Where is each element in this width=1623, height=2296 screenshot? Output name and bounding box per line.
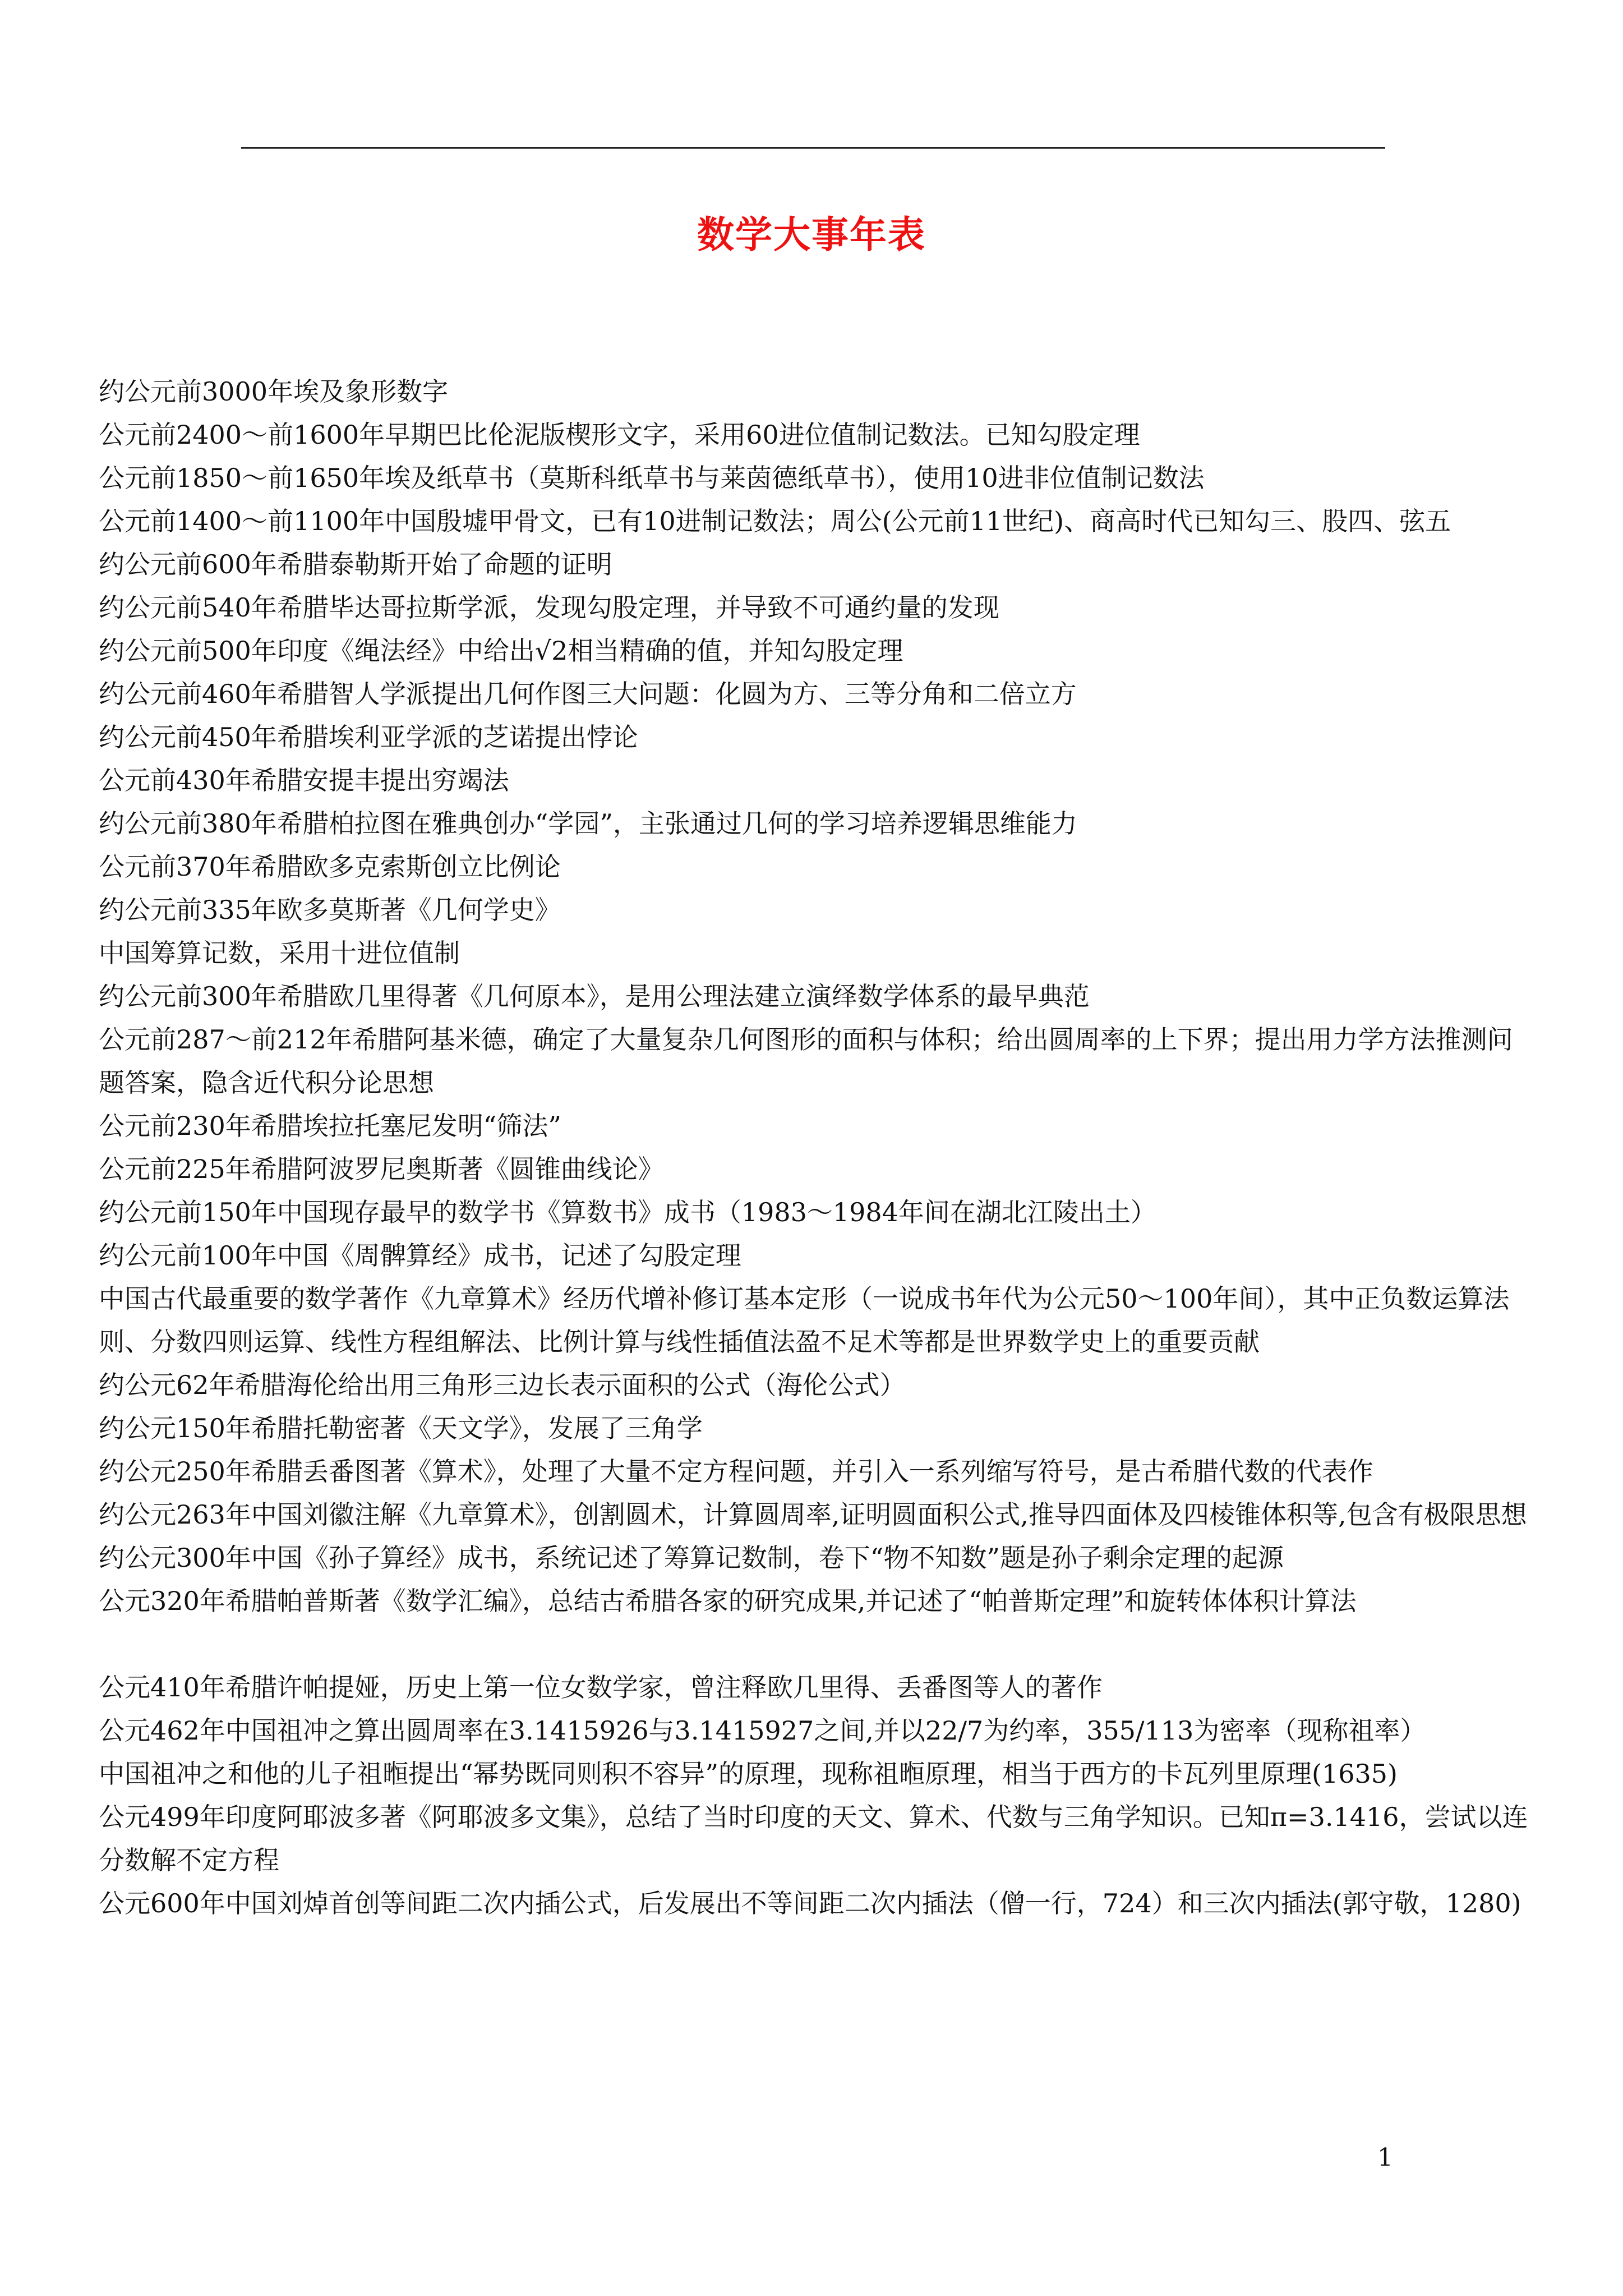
timeline-entry: 约公元前150年中国现存最早的数学书《算数书》成书（1983～1984年间在湖北江陵出土） — [99, 1197, 1156, 1227]
timeline-entry: 约公元前460年希腊智人学派提出几何作图三大问题：化圆为方、三等分角和二倍立方 — [99, 679, 1077, 709]
timeline-entry: 公元前230年希腊埃拉托塞尼发明“筛法” — [99, 1111, 561, 1141]
timeline-entry: 约公元300年中国《孙子算经》成书，系统记述了筹算记数制，卷下“物不知数”题是孙子剩余定理的起源 — [99, 1543, 1284, 1573]
timeline-entry: 约公元前100年中国《周髀算经》成书，记述了勾股定理 — [99, 1240, 741, 1271]
timeline-entry: 约公元263年中国刘徽注解《九章算术》，创割圆术，计算圆周率,证明圆面积公式,推导四面体及四棱锥体积等,包含有极限思想 — [99, 1499, 1527, 1530]
page-number: 1 — [1377, 2143, 1393, 2172]
timeline-entry: 公元前1850～前1650年埃及纸草书（莫斯科纸草书与莱茵德纸草书），使用10进非位值制记数法 — [99, 463, 1205, 493]
timeline-entry: 中国祖冲之和他的儿子祖暅提出“幂势既同则积不容异”的原理，现称祖暅原理，相当于西方的卡瓦列里原理(1635) — [99, 1759, 1398, 1789]
timeline-entry: 约公元前380年希腊柏拉图在雅典创办“学园”，主张通过几何的学习培养逻辑思维能力 — [99, 808, 1077, 839]
timeline-entry: 中国古代最重要的数学著作《九章算术》经历代增补修订基本定形（一说成书年代为公元50～100年间），其中正负数运算法则、分数四则运算、线性方程组解法、比例计算与线性插值法盈不足术等都是世界数学史上的重要贡献 — [99, 1283, 1510, 1357]
document-title: 数学大事年表 — [697, 213, 926, 256]
timeline-entry: 约公元250年希腊丢番图著《算术》，处理了大量不定方程问题，并引入一系列缩写符号，是古希腊代数的代表作 — [99, 1456, 1373, 1487]
timeline-entry: 约公元前3000年埃及象形数字 — [99, 376, 449, 407]
header-rule — [241, 147, 1385, 149]
timeline-entry: 公元320年希腊帕普斯著《数学汇编》，总结古希腊各家的研究成果,并记述了“帕普斯定理”和旋转体体积计算法 — [99, 1586, 1357, 1616]
timeline-entry: 公元499年印度阿耶波多著《阿耶波多文集》，总结了当时印度的天文、算术、代数与三角学知识。已知π=3.1416，尝试以连分数解不定方程 — [99, 1802, 1528, 1875]
timeline-entry: 公元前430年希腊安提丰提出穷竭法 — [99, 765, 509, 795]
timeline-entry: 约公元前540年希腊毕达哥拉斯学派，发现勾股定理，并导致不可通约量的发现 — [99, 592, 999, 623]
timeline-entry: 约公元前600年希腊泰勒斯开始了命题的证明 — [99, 549, 612, 579]
timeline-entry: 公元前1400～前1100年中国殷墟甲骨文，已有10进制记数法；周公(公元前11世纪)、商高时代已知勾三、股四、弦五 — [99, 506, 1451, 536]
timeline-entry: 约公元150年希腊托勒密著《天文学》，发展了三角学 — [99, 1413, 703, 1443]
timeline-entry: 公元前370年希腊欧多克索斯创立比例论 — [99, 852, 561, 882]
timeline-entry: 公元前287～前212年希腊阿基米德，确定了大量复杂几何图形的面积与体积；给出圆周率的上下界；提出用力学方法推测问题答案，隐含近代积分论思想 — [99, 1024, 1513, 1098]
timeline-entry: 公元410年希腊许帕提娅，历史上第一位女数学家，曾注释欧几里得、丢番图等人的著作 — [99, 1672, 1103, 1703]
timeline-entry: 中国筹算记数，采用十进位值制 — [99, 938, 460, 968]
timeline-entry: 公元600年中国刘焯首创等间距二次内插公式，后发展出不等间距二次内插法（僧一行，724）和三次内插法(郭守敬，1280) — [99, 1888, 1521, 1918]
timeline-entry: 约公元前335年欧多莫斯著《几何学史》 — [99, 895, 561, 925]
timeline-entry: 公元前2400～前1600年早期巴比伦泥版楔形文字，采用60进位值制记数法。已知勾股定理 — [99, 420, 1140, 450]
timeline-entry: 约公元前500年印度《绳法经》中给出√2相当精确的值，并知勾股定理 — [99, 636, 903, 666]
timeline-entry: 约公元前450年希腊埃利亚学派的芝诺提出悖论 — [99, 722, 638, 752]
timeline-entry: 约公元62年希腊海伦给出用三角形三边长表示面积的公式（海伦公式） — [99, 1370, 906, 1400]
timeline-list — [99, 370, 1534, 1925]
timeline-entry: 公元462年中国祖冲之算出圆周率在3.1415926与3.1415927之间,并以22/7为约率，355/113为密率（现称祖率） — [99, 1715, 1426, 1746]
timeline-entry: 约公元前300年希腊欧几里得著《几何原本》，是用公理法建立演绎数学体系的最早典范 — [99, 981, 1090, 1011]
timeline-entry: 公元前225年希腊阿波罗尼奥斯著《圆锥曲线论》 — [99, 1154, 664, 1184]
